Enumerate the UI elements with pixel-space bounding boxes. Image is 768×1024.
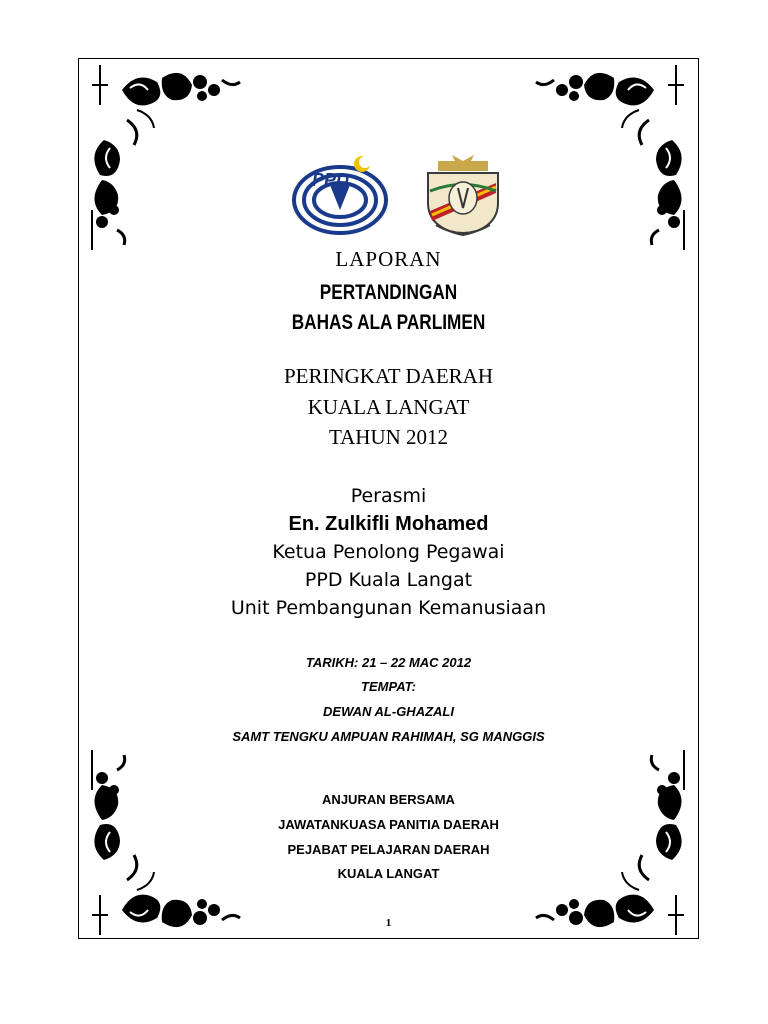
corner-ornament-top-left [82,60,242,255]
officiator-label: Perasmi [350,485,427,507]
event-date: TARIKH: 21 – 22 MAC 2012 [305,655,472,670]
level-line3: TAHUN 2012 [328,425,449,449]
organizer-line1: ANJURAN BERSAMA [322,792,455,807]
venue-line1: DEWAN AL-GHAZALI [323,704,454,719]
ppd-logo [290,150,390,235]
report-label: LAPORAN [335,247,442,271]
officiator-role3: Unit Pembangunan Kemanusiaan [230,597,547,619]
selangor-crest-logo [418,153,508,238]
event-title-line2: BAHAS ALA PARLIMEN [291,311,486,334]
officiator-name: En. Zulkifli Mohamed [288,513,489,535]
organizer-line2: JAWATANKUASA PANITIA DAERAH [278,817,499,832]
venue-label: TEMPAT: [361,679,416,694]
page-number: 1 [385,917,392,929]
ppd-logo-text: PPD [312,170,350,190]
level-line1: PERINGKAT DAERAH [283,364,494,388]
organizer-line4: KUALA LANGAT [337,866,440,881]
level-line2: KUALA LANGAT [307,395,470,419]
officiator-role1: Ketua Penolong Pegawai [272,541,505,563]
corner-ornament-top-right [534,60,694,255]
officiator-role2: PPD Kuala Langat [304,569,473,591]
event-title-line1: PERTANDINGAN [319,281,458,304]
venue-line2: SAMT TENGKU AMPUAN RAHIMAH, SG MANGGIS [232,729,545,744]
organizer-line3: PEJABAT PELAJARAN DAERAH [287,842,490,857]
